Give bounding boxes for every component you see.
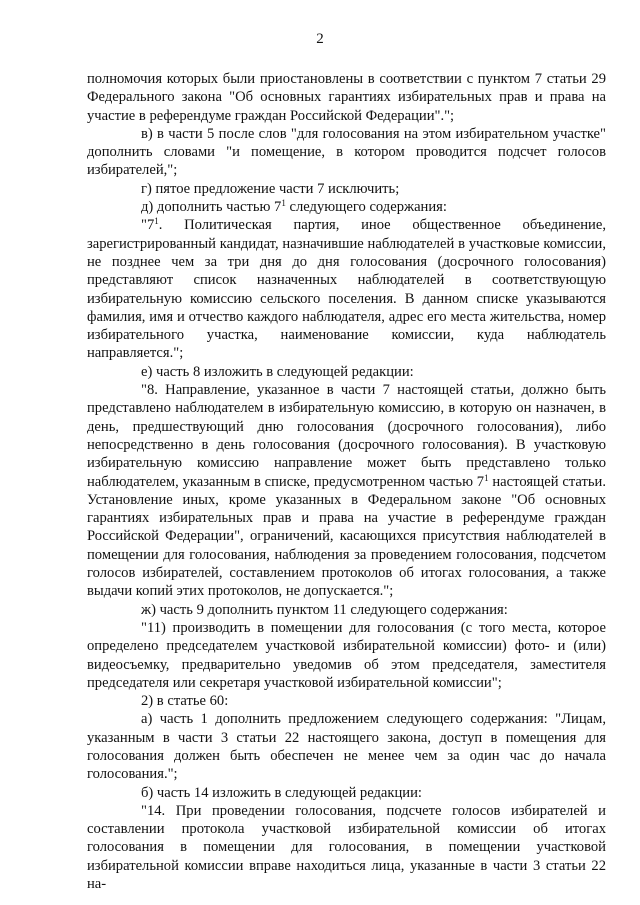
paragraph-part-8 <box>87 381 606 601</box>
paragraph-item-e: е) часть 8 изложить в следующей редакции: <box>141 363 414 380</box>
paragraph-item-b: б) часть 14 изложить в следующей редакции: <box>141 784 422 801</box>
paragraph-part-7-1-text: . Политическая партия, иное общественное объединение, зарегистрированный кандидат, назначившие наблюдателей в участковые комиссии, не позднее чем за три дня до дня голосования (досрочного голосования) представляют список назначенных наблюдателей в соответствующую избирательную комиссию сельского поселения. В данном списке указываются фамилия, имя и отчество каждого наблюдателя, адрес его места жительства, номер избирательного участка, наименование комиссии, куда наблюдатель направляется."; <box>87 217 606 362</box>
paragraph-item-d-text: д) дополнить частью 7 <box>141 199 282 216</box>
paragraph-item-2: 2) в статье 60: <box>141 693 229 710</box>
paragraph-part-7-1 <box>87 216 606 362</box>
superscript: 1 <box>281 198 286 209</box>
paragraph-item-g: г) пятое предложение части 7 исключить; <box>141 180 400 197</box>
paragraph-point-11: "11) производить в помещении для голосования (с того места, которое определено председателем участковой избирательной комиссии) фото- и (или) видеосъемку, предварительно уведомив об этом председателя, заместителя председателя или секретаря участковой избирательной комиссии"; <box>87 619 606 691</box>
paragraph-part-7-1-prefix: "7 <box>141 217 155 234</box>
paragraph-item-zh: ж) часть 9 дополнить пунктом 11 следующего содержания: <box>141 601 508 618</box>
paragraph-item-v: в) в части 5 после слов "для голосования на этом избирательном участке" дополнить словами "и помещение, в котором проводится подсчет голосов избирателей,"; <box>87 125 606 179</box>
paragraph-item-d <box>87 198 606 216</box>
superscript: 1 <box>484 472 489 483</box>
superscript: 1 <box>154 216 159 227</box>
paragraph-part-8-text-after: настоящей статьи. Установление иных, кроме указанных в Федеральном законе "Об основных гарантиях избирательных прав и права на участие в референдуме граждан Российской Федерации", ограничений, касающихся присутствия наблюдателей в помещении для голосования, наблюдения за проведением голосования, подсчетом голосов избирателей, составлением протоколов об итогах голосования, а также выдачи копий этих протоколов, не допускается."; <box>87 473 606 600</box>
document-body <box>87 70 606 893</box>
paragraph-part-8-text: "8. Направление, указанное в части 7 настоящей статьи, должно быть представлено наблюдателем в избирательную комиссию, в которую он назначен, в день, предшествующий дню голосования (досрочного голосования), либо непосредственно в день голосования (досрочного голосования). В участковую избирательную комиссию направление может быть представлено только наблюдателем, указанным в списке, предусмотренном частью 7 <box>87 382 606 490</box>
paragraph-item-a: а) часть 1 дополнить предложением следующего содержания: "Лицам, указанным в части 3 статьи 22 настоящего закона, доступ в помещения для голосования должен быть обеспечен не менее чем за один час до начала голосования."; <box>87 711 606 783</box>
paragraph-continuation: полномочия которых были приостановлены в соответствии с пунктом 7 статьи 29 Федерального закона "Об основных гарантиях избирательных прав и права на участие в референдуме граждан Российской Федерации"."; <box>87 71 606 124</box>
paragraph-part-14: "14. При проведении голосования, подсчете голосов избирателей и составлении протокола участковой избирательной комиссии об итогах голосования в помещении для голосования, в помещении участковой избирательной комиссии вправе находиться лица, указанные в части 3 статьи 22 на- <box>87 802 606 893</box>
paragraph-item-d-text-after: следующего содержания: <box>285 199 447 216</box>
page-number: 2 <box>316 31 324 47</box>
